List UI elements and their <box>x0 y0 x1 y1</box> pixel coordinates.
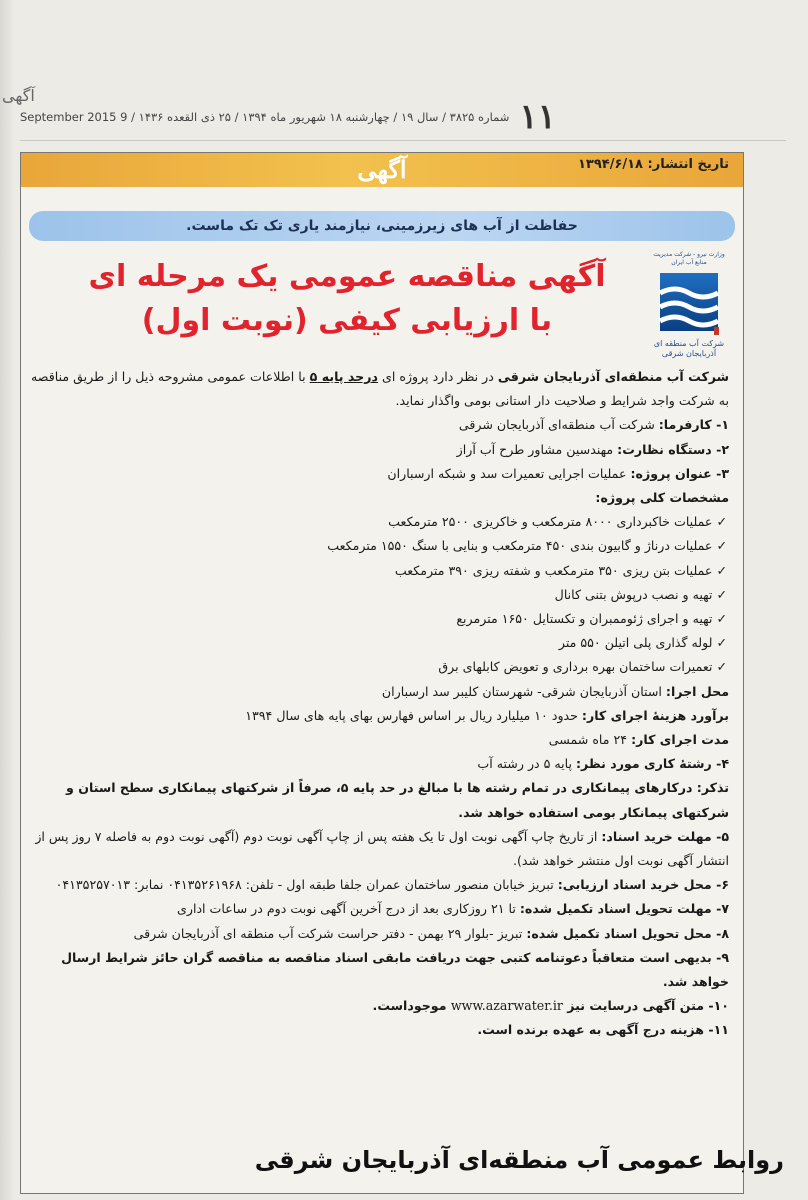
item-website <box>31 994 729 1018</box>
item-supervisor <box>31 438 729 462</box>
spec-text: عملیات خاکبرداری ۸۰۰۰ مترمکعب و خاکریزی ۲۵۰۰ مترمکعب <box>388 514 713 530</box>
item-purchase-place <box>31 873 729 897</box>
item-value: استان آذربایجان شرقی- شهرستان کلیبر سد ارسباران <box>381 683 666 699</box>
spec-text: عملیات درناژ و گابیون بندی ۴۵۰ مترمکعب و بنایی با سنگ ۱۵۵۰ مترمکعب <box>327 538 713 554</box>
checkmark-icon: ✓ <box>716 635 727 651</box>
spec-item <box>31 631 729 655</box>
issue-line: شماره ۳۸۲۵ / سال ۱۹ / چهارشنبه ۱۸ شهریور ماه ۱۳۹۴ / ۲۵ ذی القعده ۱۴۳۶ / 9 September 2015 <box>20 110 510 124</box>
item-label: ۸- محل تحویل اسناد تکمیل شده: <box>526 925 729 941</box>
item-project-title <box>31 462 729 486</box>
checkmark-icon: ✓ <box>716 514 727 530</box>
intro-paragraph <box>31 365 729 413</box>
item-purchase-deadline <box>31 825 729 873</box>
item-label: ۶- محل خرید اسناد ارزیابی: <box>557 877 729 893</box>
item-label: ۳- عنوان پروژه: <box>630 465 729 481</box>
item-label: محل اجرا: <box>665 683 729 699</box>
item-label: ۷- مهلت تحویل اسناد تکمیل شده: <box>519 901 729 917</box>
publish-date: تاریخ انتشار: ۱۳۹۴/۶/۱۸ <box>577 157 729 172</box>
spec-text: تهیه و نصب درپوش بتنی کانال <box>554 586 713 602</box>
item-value: تبریز -بلوار ۲۹ بهمن - دفتر حراست شرکت آب منطقه ای آذربایجان شرقی <box>133 925 527 941</box>
item-value: تا ۲۱ روزکاری بعد از درج آخرین آگهی نوبت دوم در ساعات اداری <box>177 901 520 917</box>
spec-text: لوله گذاری پلی اتیلن ۵۵۰ متر <box>558 635 713 651</box>
checkmark-icon: ✓ <box>716 611 727 627</box>
ad-title <box>61 255 633 343</box>
checkmark-icon: ✓ <box>716 538 727 554</box>
spec-text: تعمیرات ساختمان بهره برداری و تعویض کابلهای برق <box>438 659 713 675</box>
item-value: مهندسین مشاور طرح آب آراز <box>456 441 618 457</box>
item-value: از تاریخ چاپ آگهی نوبت اول تا یک هفته پس از چاپ آگهی نوبت دوم (آگهی نوبت دوم به فاصله ۷ روز پس از انتشار آگهی نوبت اول منتشر خواهد شد). <box>35 828 729 869</box>
item-value: ۲۴ ماه شمسی <box>548 732 632 748</box>
spec-text: تهیه و اجرای ژئوممبران و تکستایل ۱۶۵۰ مترمربع <box>456 611 713 627</box>
logo-ministry-text: وزارت نیرو - شرکت مدیریت منابع آب ایران <box>653 251 725 266</box>
item-cost <box>31 704 729 728</box>
item-invitation: ۹- بدیهی است متعاقباً دعوتنامه کتبی جهت دریافت مابقی اسناد مناقصه به مناقصه گران حائز شرایط ارسال خواهد شد. <box>61 949 729 990</box>
item-employer <box>31 413 729 437</box>
slogan-bar: حفاظت از آب های زیرزمینی، نیازمند یاری تک تک ماست. <box>29 211 735 241</box>
item-value: پایه ۵ در رشته آب <box>477 756 577 772</box>
item-label: ۴- رشتهٔ کاری مورد نظر: <box>576 756 729 772</box>
specs-title: مشخصات کلی پروژه: <box>595 490 729 506</box>
item-value: حدود ۱۰ میلیارد ریال بر اساس فهارس بهای پایه های سال ۱۳۹۴ <box>245 707 582 723</box>
ad-title-line1: آگهی مناقصه عمومی یک مرحله ای <box>88 259 606 294</box>
item-field <box>31 752 729 776</box>
item-location <box>31 680 729 704</box>
website-text: ۱۰- متن آگهی درسایت نیز <box>562 998 729 1014</box>
item-label: ۱- کارفرما: <box>658 417 729 433</box>
ad-body <box>31 365 729 1043</box>
spec-item <box>31 559 729 583</box>
ad-title-line2: با ارزیابی کیفی (نوبت اول) <box>141 303 553 338</box>
website-text-end: موجوداست. <box>372 998 451 1014</box>
intro-company: شرکت آب منطقه‌ای آذربایجان شرقی <box>497 369 729 384</box>
item-delivery-deadline <box>31 897 729 921</box>
spec-item <box>31 607 729 631</box>
scan-edge <box>0 0 14 1200</box>
item-label: ۵- مهلت خرید اسناد: <box>601 828 729 844</box>
spec-item <box>31 510 729 534</box>
page-number: ۱۱ <box>519 97 556 137</box>
item-value: تبریز خیابان منصور ساختمان عمران جلفا طبقه اول - تلفن: ۰۴۱۳۵۲۶۱۹۶۸ نمابر: ۰۴۱۳۵۲۵۷۰۱۳ <box>55 877 558 893</box>
website-link[interactable]: www.azarwater.ir <box>450 998 563 1014</box>
item-delivery-place <box>31 922 729 946</box>
item-value: عملیات اجرایی تعمیرات سد و شبکه ارسباران <box>387 465 631 481</box>
item-label: مدت اجرای کار: <box>631 732 729 748</box>
checkmark-icon: ✓ <box>716 562 727 578</box>
ad-band-title: آگهی <box>357 155 407 184</box>
tender-ad <box>20 152 744 1194</box>
checkmark-icon: ✓ <box>716 586 727 602</box>
item-label: برآورد هزینهٔ اجرای کار: <box>581 707 729 723</box>
spec-item <box>31 583 729 607</box>
note-paragraph: تذکر: درکارهای پیمانکاری در تمام رشته ها با مبالغ در حد پایه ۵، صرفاً از شرکتهای پیمانکاری سطح استان و شرکتهای پیمانکار بومی استفاده خواهد شد. <box>66 780 729 820</box>
intro-grade: درحد پایه ۵ <box>309 369 378 384</box>
spec-item <box>31 655 729 679</box>
checkmark-icon: ✓ <box>716 659 727 675</box>
item-duration <box>31 728 729 752</box>
intro-rest: با اطلاعات عمومی مشروحه ذیل را از طریق مناقصه به شرکت واجد شرایط و صلاحیت دار استانی بومی واگذار نماید. <box>31 369 729 409</box>
water-drop-logo-icon <box>658 267 720 339</box>
spec-text: عملیات بتن ریزی ۳۵۰ مترمکعب و شفته ریزی ۳۹۰ مترمکعب <box>394 562 713 578</box>
spec-item <box>31 534 729 558</box>
item-cost-note: ۱۱- هزینه درج آگهی به عهده برنده است. <box>477 1022 729 1038</box>
company-logo <box>649 251 729 363</box>
item-label: ۲- دستگاه نظارت: <box>617 441 729 457</box>
logo-caption: شرکت آب منطقه ای آذربایجان شرقی <box>653 339 725 358</box>
public-relations-footer: روابط عمومی آب منطقه‌ای آذربایجان شرقی <box>254 1146 784 1174</box>
page-header <box>20 94 786 141</box>
intro-text: در نظر دارد پروژه ای <box>377 369 498 384</box>
section-tag: آگهی <box>2 86 35 105</box>
item-value: شرکت آب منطقه‌ای آذربایجان شرقی <box>458 417 659 433</box>
